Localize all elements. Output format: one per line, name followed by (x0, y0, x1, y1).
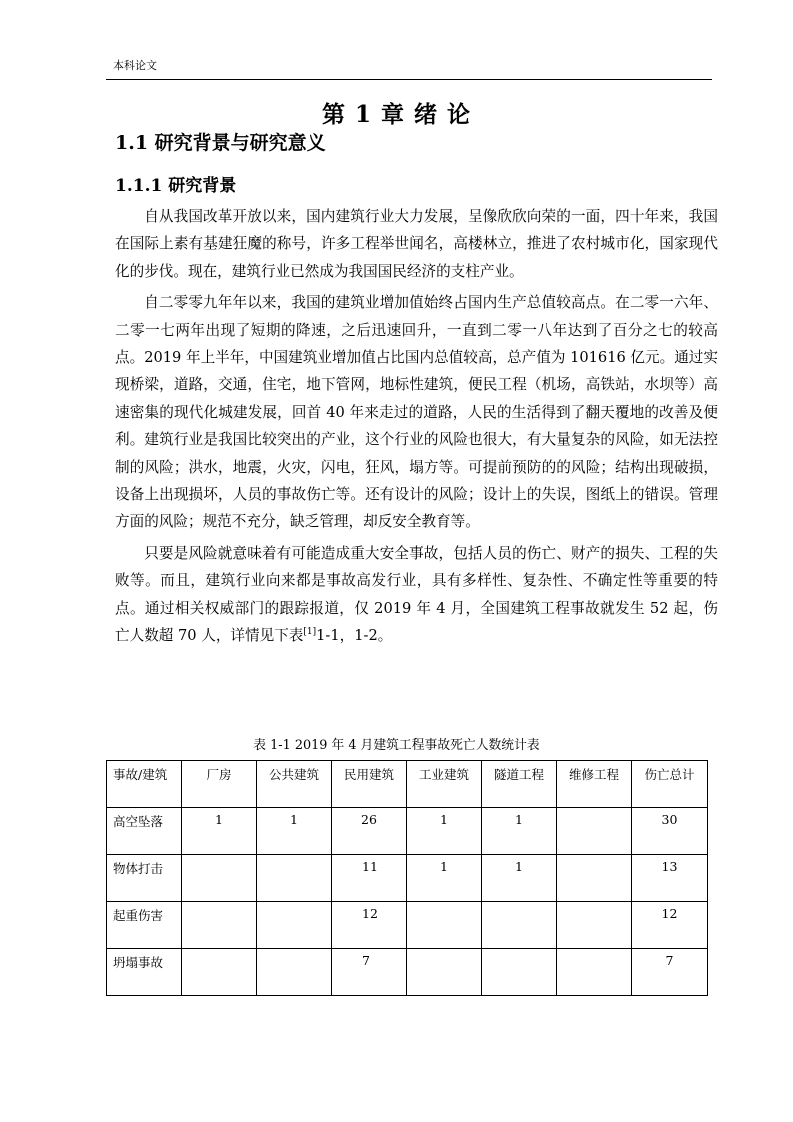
table-header-cell: 公共建筑 (257, 761, 332, 808)
table-cell: 11 (332, 855, 407, 902)
table-header-row (107, 761, 708, 808)
table-cell (407, 902, 482, 949)
table-cell (557, 808, 632, 855)
table-header-cell: 民用建筑 (332, 761, 407, 808)
page-header: 本科论文 (113, 59, 157, 72)
table-cell: 坍塌事故 (107, 949, 182, 996)
paragraph: 自从我国改革开放以来，国内建筑行业大力发展，呈像欣欣向荣的一面，四十年来，我国在国际上素有基建狂魔的称号，许多工程举世闻名，高楼林立，推进了农村城市化，国家现代化的步伐。现在，建筑行业已然成为我国国民经济的支柱产业。 (115, 208, 718, 280)
table-cell: 26 (332, 808, 407, 855)
table-header-cell: 厂房 (182, 761, 257, 808)
table-caption: 表 1-1 2019 年 4 月建筑工程事故死亡人数统计表 (253, 738, 540, 753)
header-rule (106, 79, 712, 80)
table-row (107, 855, 708, 902)
table-cell (557, 949, 632, 996)
table-cell (482, 902, 557, 949)
table-cell (407, 949, 482, 996)
table-cell (482, 949, 557, 996)
paragraph (115, 540, 718, 650)
chapter-title: 第 1 章 绪 论 (321, 101, 472, 128)
table-cell: 12 (332, 902, 407, 949)
table-header-cell: 工业建筑 (407, 761, 482, 808)
table-cell (182, 949, 257, 996)
table-row (107, 808, 708, 855)
table-header-cell: 维修工程 (557, 761, 632, 808)
table-cell (257, 949, 332, 996)
table-cell: 1 (257, 808, 332, 855)
subsection-title: 1.1.1 研究背景 (115, 176, 237, 196)
table-header-cell: 事故/建筑 (107, 761, 182, 808)
table-row (107, 949, 708, 996)
table-cell (257, 855, 332, 902)
table-cell (182, 855, 257, 902)
paragraph: 自二零零九年年以来，我国的建筑业增加值始终占国内生产总值较高点。在二零一六年、二零一七两年出现了短期的降速，之后迅速回升，一直到二零一八年达到了百分之七的较高点。2019 年上半年，中国建筑业增加值占比国内总值较高，总产值为 101616 亿元。通过实现桥梁，道路，交通，住宅，地下管网，地标性建筑，便民工程（机场，高铁站，水坝等）高速密集的现代化城建发展，回首 40 年来走过的道路，人民的生活得到了翻天覆地的改善及便利。建筑行业是我国比较突出的产业，这个行业的风险也很大，有大量复杂的风险，如无法控制的风险；洪水，地震，火灾，闪电，狂风，塌方等。可提前预防的的风险；结构出现破损，设备上出现损坏，人员的事故伤亡等。还有设计的风险；设计上的失误，图纸上的错误。管理方面的风险；规范不充分，缺乏管理，却反安全教育等。 (115, 294, 718, 531)
table-cell: 30 (632, 808, 708, 855)
table-cell (182, 902, 257, 949)
body-text (115, 203, 718, 654)
table-cell (557, 902, 632, 949)
table-cell: 高空坠落 (107, 808, 182, 855)
table-header-cell: 隧道工程 (482, 761, 557, 808)
table-cell (257, 902, 332, 949)
table-cell: 12 (632, 902, 708, 949)
paragraph-text: 1-1，1-2。 (316, 627, 393, 645)
table-cell (557, 855, 632, 902)
table-cell: 1 (482, 855, 557, 902)
table-cell: 1 (407, 808, 482, 855)
table-cell: 1 (407, 855, 482, 902)
section-title: 1.1 研究背景与研究意义 (115, 132, 326, 154)
table-cell: 7 (632, 949, 708, 996)
table-row (107, 902, 708, 949)
table-header-cell: 伤亡总计 (632, 761, 708, 808)
accident-stats-table (106, 760, 708, 996)
table-cell: 物体打击 (107, 855, 182, 902)
paragraph-text: 只要是风险就意味着有可能造成重大安全事故，包括人员的伤亡、财产的损失、工程的失败等。而且，建筑行业向来都是事故高发行业，具有多样性、复杂性、不确定性等重要的特点。通过相关权威部门的跟踪报道，仅 2019 年 4 月，全国建筑工程事故就发生 52 起，伤亡人数超 70 人，详情见下表 (115, 544, 718, 645)
table-cell: 7 (332, 949, 407, 996)
table-cell: 1 (182, 808, 257, 855)
table-cell: 1 (482, 808, 557, 855)
table-cell: 起重伤害 (107, 902, 182, 949)
table-cell: 13 (632, 855, 708, 902)
reference-marker[interactable]: [1] (303, 627, 317, 638)
